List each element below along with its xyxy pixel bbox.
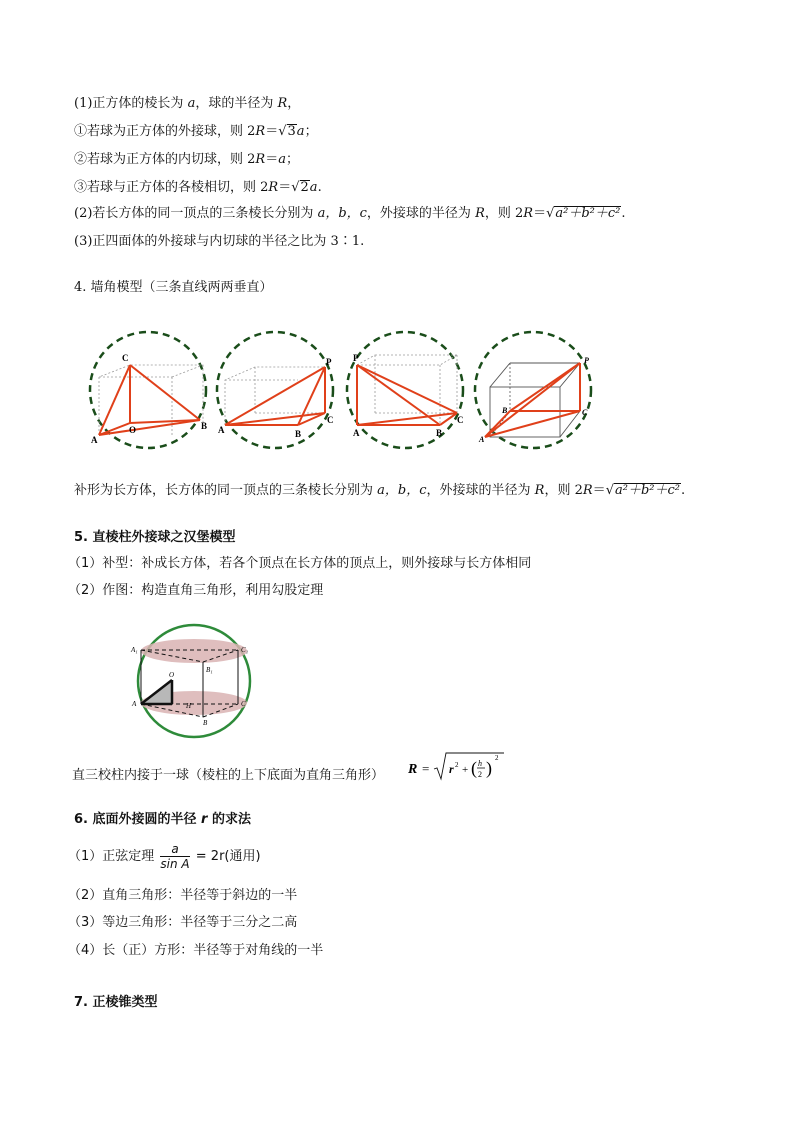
section4-caption: 补形为长方体，长方体的同一顶点的三条棱长分别为 a，b，c，外接球的半径为 R，则 2R＝√a²＋b²＋c². bbox=[74, 483, 686, 498]
section5-caption: 直三校柱内接于一球（棱柱的上下底面为直角三角形） bbox=[72, 768, 385, 783]
fig1-label-c: C bbox=[122, 353, 129, 363]
cube-line-1: (1)正方体的棱长为 a，球的半径为 R， bbox=[74, 96, 301, 111]
prism-label-a: A bbox=[132, 700, 137, 708]
svg-text:(: ( bbox=[471, 758, 477, 778]
fig2-label-c: C bbox=[327, 415, 334, 425]
cube-line-3: ②若球为正方体的内切球，则 2R＝a； bbox=[74, 152, 299, 167]
figure-2 bbox=[217, 332, 334, 448]
cube-line-5: (2)若长方体的同一顶点的三条棱长分别为 a，b，c，外接球的半径为 R，则 2R＝√a²＋b²＋c². bbox=[74, 206, 626, 221]
prism-label-c1: C₁ bbox=[241, 646, 249, 654]
section6-item-3: （3）等边三角形：半径等于三分之二高 bbox=[68, 915, 298, 930]
cube-line-2: ①若球为正方体的外接球，则 2R＝√3a； bbox=[74, 124, 318, 139]
sine-law-fraction: $\frac{a}{\text{sin A}}$ bbox=[160, 842, 190, 871]
section6-title: 6. 底面外接圆的半径 r 的求法 bbox=[74, 812, 252, 827]
section7-title: 7. 正棱锥类型 bbox=[74, 995, 158, 1010]
fig1-label-o: O bbox=[129, 425, 137, 435]
formula-r-sq: 2 bbox=[455, 761, 459, 769]
svg-text:): ) bbox=[486, 758, 492, 778]
fig4-label-p: P bbox=[584, 356, 589, 365]
formula-h: h bbox=[478, 759, 482, 768]
fig1-label-a: A bbox=[91, 435, 98, 445]
fig3-label-b: B bbox=[436, 428, 443, 438]
formula-outer-sq: 2 bbox=[495, 754, 499, 762]
fig3-label-c: C bbox=[457, 415, 464, 425]
formula-R: R bbox=[408, 762, 418, 777]
section6-item-1: （1）正弦定理 $\frac{a}{\text{sin A}}$ = 2r(通用) bbox=[68, 842, 261, 871]
section5-item-2: （2）作图：构造直角三角形，利用勾股定理 bbox=[68, 583, 324, 598]
prism-label-b1: B₁ bbox=[206, 666, 213, 674]
formula-plus: + bbox=[462, 764, 469, 776]
fig4-label-a: A bbox=[479, 435, 485, 444]
section5-item-1: （1）补型：补成长方体，若各个顶点在长方体的顶点上，则外接球与长方体相同 bbox=[68, 556, 532, 571]
cube-line-4: ③若球与正方体的各棱相切，则 2R＝√2a. bbox=[74, 180, 322, 195]
formula-two: 2 bbox=[478, 770, 482, 779]
fig3-label-p: P bbox=[353, 353, 359, 363]
fig2-label-a: A bbox=[218, 425, 225, 435]
section4-title: 4. 墙角模型（三条直线两两垂直） bbox=[74, 280, 273, 295]
circumradius-formula bbox=[406, 748, 506, 784]
formula-eq: = bbox=[422, 761, 430, 776]
prism-label-a1: A₁ bbox=[131, 646, 138, 654]
fig1-label-b: B bbox=[201, 421, 208, 431]
section6-item-2: （2）直角三角形：半径等于斜边的一半 bbox=[68, 888, 298, 903]
fig2-label-p: P bbox=[326, 357, 332, 367]
formula-r: r bbox=[449, 762, 454, 776]
wall-corner-figures bbox=[85, 325, 605, 460]
section6-item-4: （4）长（正）方形：半径等于对角线的一半 bbox=[68, 943, 324, 958]
hamburger-prism-figure bbox=[128, 622, 260, 740]
figure-1 bbox=[90, 332, 207, 448]
fig4-label-b: B bbox=[502, 406, 508, 415]
figure-3 bbox=[347, 332, 464, 448]
cube-line-6: (3)正四面体的外接球与内切球的半径之比为 3∶1. bbox=[74, 234, 365, 249]
fig2-label-b: B bbox=[295, 429, 302, 439]
prism-label-b: B bbox=[203, 719, 208, 727]
prism-label-o: O bbox=[169, 671, 175, 679]
prism-label-h: H bbox=[186, 702, 192, 710]
fig3-label-a: A bbox=[353, 428, 360, 438]
fig4-label-c: C bbox=[582, 408, 588, 417]
section5-title: 5. 直棱柱外接球之汉堡模型 bbox=[74, 530, 236, 545]
figure-4 bbox=[475, 332, 591, 448]
prism-label-c: C bbox=[241, 700, 246, 708]
